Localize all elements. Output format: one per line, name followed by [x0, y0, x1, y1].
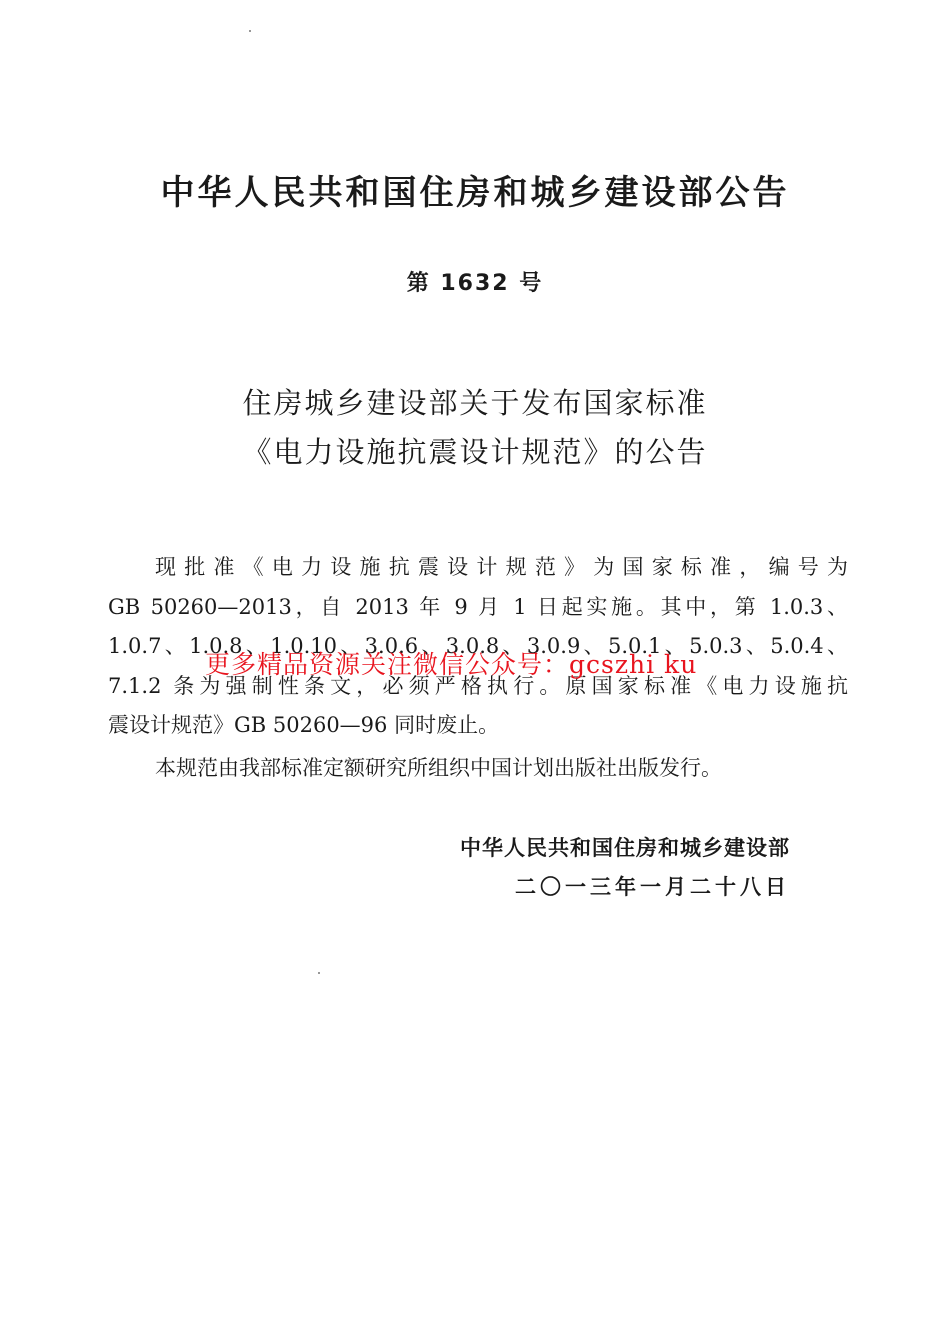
announcement-number: 第 1632 号: [406, 271, 544, 296]
body-line-4: 7.1.2 条为强制性条文，必须严格执行。原国家标准《电力设施抗: [108, 674, 848, 698]
page-title: 中华人民共和国住房和城乡建设部公告: [160, 173, 790, 213]
signature-date: 二〇一三年一月二十八日: [515, 875, 790, 899]
subtitle-line-1: 住房城乡建设部关于发布国家标准: [242, 386, 708, 420]
body-line-1: 现批准《电力设施抗震设计规范》为国家标准，编号为: [155, 555, 848, 579]
watermark-text: 更多精品资源关注微信公众号：gcszhi ku: [205, 650, 698, 679]
body-line-5: 震设计规范》GB 50260—96 同时废止。: [108, 713, 500, 737]
scan-speck: [249, 30, 251, 32]
signature-organization: 中华人民共和国住房和城乡建设部: [460, 836, 790, 860]
body-line-2: GB 50260—2013，自 2013 年 9 月 1 日起实施。其中，第 1.0.3、: [108, 595, 848, 619]
subtitle-line-2: 《电力设施抗震设计规范》的公告: [242, 435, 708, 469]
body-line-3: 1.0.7、1.0.8、1.0.10、3.0.6、3.0.8、3.0.9、5.0.1、5.0.3、5.0.4、: [108, 634, 848, 658]
body-line-6: 本规范由我部标准定额研究所组织中国计划出版社出版发行。: [155, 756, 722, 780]
scan-speck: [318, 972, 320, 974]
